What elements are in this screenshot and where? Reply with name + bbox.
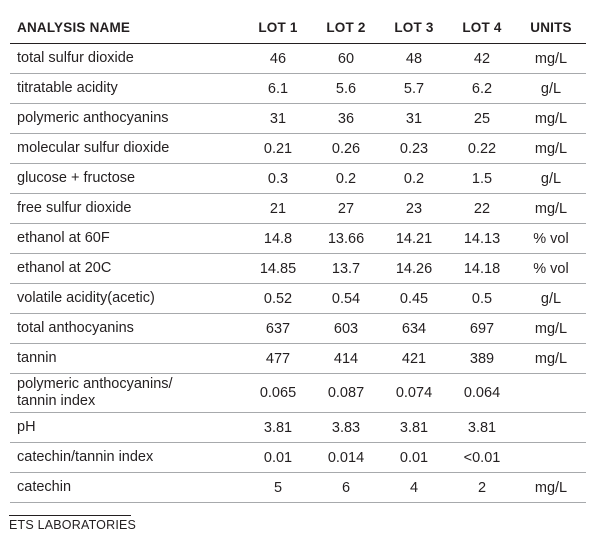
lot-4-value-cell: 42 [448, 44, 516, 74]
lot-3-value-cell: 0.45 [380, 284, 448, 314]
unit-cell: mg/L [516, 104, 586, 134]
table-row [10, 443, 586, 473]
source-label: ETS LABORATORIES [9, 518, 137, 532]
lot-2-value-cell: 13.7 [312, 254, 380, 284]
header-units: UNITS [516, 12, 586, 44]
table-row [10, 314, 586, 344]
table-header [10, 12, 586, 44]
table-row [10, 44, 586, 74]
lot-1-value-cell: 14.85 [244, 254, 312, 284]
unit-cell: mg/L [516, 473, 586, 503]
table-row [10, 284, 586, 314]
table-row [10, 473, 586, 503]
lot-2-value-cell: 36 [312, 104, 380, 134]
lot-4-value-cell: 14.18 [448, 254, 516, 284]
lot-1-value-cell: 5 [244, 473, 312, 503]
lot-3-value-cell: 634 [380, 314, 448, 344]
lot-1-value-cell: 6.1 [244, 74, 312, 104]
analysis-name-cell: total sulfur dioxide [10, 44, 244, 74]
analysis-name-cell: polymeric anthocyanins [10, 104, 244, 134]
lot-1-value-cell: 0.52 [244, 284, 312, 314]
analysis-name-cell: polymeric anthocyanins/ tannin index [10, 374, 244, 413]
lot-1-value-cell: 3.81 [244, 413, 312, 443]
lot-2-value-cell: 0.2 [312, 164, 380, 194]
analysis-table [10, 12, 586, 503]
table-row [10, 194, 586, 224]
unit-cell: % vol [516, 224, 586, 254]
header-lot-2: LOT 2 [312, 12, 380, 44]
lot-2-value-cell: 0.26 [312, 134, 380, 164]
header-lot-1: LOT 1 [244, 12, 312, 44]
lot-3-value-cell: 14.26 [380, 254, 448, 284]
lot-3-value-cell: 3.81 [380, 413, 448, 443]
table-row [10, 413, 586, 443]
lot-2-value-cell: 0.014 [312, 443, 380, 473]
lot-3-value-cell: 0.2 [380, 164, 448, 194]
lot-4-value-cell: 1.5 [448, 164, 516, 194]
lot-3-value-cell: 31 [380, 104, 448, 134]
unit-cell: % vol [516, 254, 586, 284]
table-body [10, 44, 586, 503]
lot-1-value-cell: 0.21 [244, 134, 312, 164]
unit-cell: mg/L [516, 134, 586, 164]
lot-3-value-cell: 0.074 [380, 374, 448, 413]
lot-4-value-cell: 0.5 [448, 284, 516, 314]
lot-1-value-cell: 0.01 [244, 443, 312, 473]
unit-cell [516, 443, 586, 473]
footer-divider [9, 515, 131, 516]
lot-4-value-cell: 389 [448, 344, 516, 374]
lot-3-value-cell: 14.21 [380, 224, 448, 254]
header-lot-4: LOT 4 [448, 12, 516, 44]
unit-cell: mg/L [516, 44, 586, 74]
analysis-name-cell: catechin/tannin index [10, 443, 244, 473]
table-row [10, 254, 586, 284]
lot-2-value-cell: 13.66 [312, 224, 380, 254]
lot-1-value-cell: 21 [244, 194, 312, 224]
lot-2-value-cell: 3.83 [312, 413, 380, 443]
unit-cell: g/L [516, 164, 586, 194]
lot-3-value-cell: 48 [380, 44, 448, 74]
lot-2-value-cell: 414 [312, 344, 380, 374]
lot-2-value-cell: 6 [312, 473, 380, 503]
table-row [10, 134, 586, 164]
lot-1-value-cell: 637 [244, 314, 312, 344]
analysis-name-cell: titratable acidity [10, 74, 244, 104]
lot-4-value-cell: 0.064 [448, 374, 516, 413]
lot-1-value-cell: 31 [244, 104, 312, 134]
analysis-name-cell: tannin [10, 344, 244, 374]
lot-1-value-cell: 0.3 [244, 164, 312, 194]
analysis-name-cell: ethanol at 60F [10, 224, 244, 254]
lot-2-value-cell: 60 [312, 44, 380, 74]
unit-cell [516, 374, 586, 413]
lot-3-value-cell: 5.7 [380, 74, 448, 104]
analysis-name-cell: ethanol at 20C [10, 254, 244, 284]
lot-3-value-cell: 4 [380, 473, 448, 503]
table-row [10, 104, 586, 134]
header-row [10, 12, 586, 44]
header-lot-3: LOT 3 [380, 12, 448, 44]
lot-4-value-cell: 2 [448, 473, 516, 503]
lot-4-value-cell: 6.2 [448, 74, 516, 104]
analysis-name-cell: volatile acidity(acetic) [10, 284, 244, 314]
lot-2-value-cell: 603 [312, 314, 380, 344]
lot-2-value-cell: 5.6 [312, 74, 380, 104]
lot-2-value-cell: 0.087 [312, 374, 380, 413]
table-row [10, 164, 586, 194]
table-row [10, 374, 586, 413]
lot-3-value-cell: 421 [380, 344, 448, 374]
header-analysis-name: ANALYSIS NAME [10, 12, 244, 44]
unit-cell [516, 413, 586, 443]
lot-4-value-cell: 0.22 [448, 134, 516, 164]
unit-cell: mg/L [516, 314, 586, 344]
lot-4-value-cell: <0.01 [448, 443, 516, 473]
unit-cell: g/L [516, 284, 586, 314]
analysis-name-cell: pH [10, 413, 244, 443]
lot-1-value-cell: 14.8 [244, 224, 312, 254]
lot-1-value-cell: 477 [244, 344, 312, 374]
table-row [10, 74, 586, 104]
lot-4-value-cell: 3.81 [448, 413, 516, 443]
lot-4-value-cell: 697 [448, 314, 516, 344]
analysis-name-cell: total anthocyanins [10, 314, 244, 344]
table-row [10, 224, 586, 254]
analysis-name-cell: glucose + fructose [10, 164, 244, 194]
unit-cell: mg/L [516, 344, 586, 374]
analysis-name-cell: molecular sulfur dioxide [10, 134, 244, 164]
lot-4-value-cell: 25 [448, 104, 516, 134]
lot-1-value-cell: 46 [244, 44, 312, 74]
lot-4-value-cell: 14.13 [448, 224, 516, 254]
lot-2-value-cell: 0.54 [312, 284, 380, 314]
analysis-name-cell: free sulfur dioxide [10, 194, 244, 224]
unit-cell: mg/L [516, 194, 586, 224]
analysis-name-cell: catechin [10, 473, 244, 503]
lot-3-value-cell: 0.01 [380, 443, 448, 473]
lot-3-value-cell: 23 [380, 194, 448, 224]
unit-cell: g/L [516, 74, 586, 104]
lot-4-value-cell: 22 [448, 194, 516, 224]
lot-1-value-cell: 0.065 [244, 374, 312, 413]
table-row [10, 344, 586, 374]
lot-2-value-cell: 27 [312, 194, 380, 224]
lot-3-value-cell: 0.23 [380, 134, 448, 164]
